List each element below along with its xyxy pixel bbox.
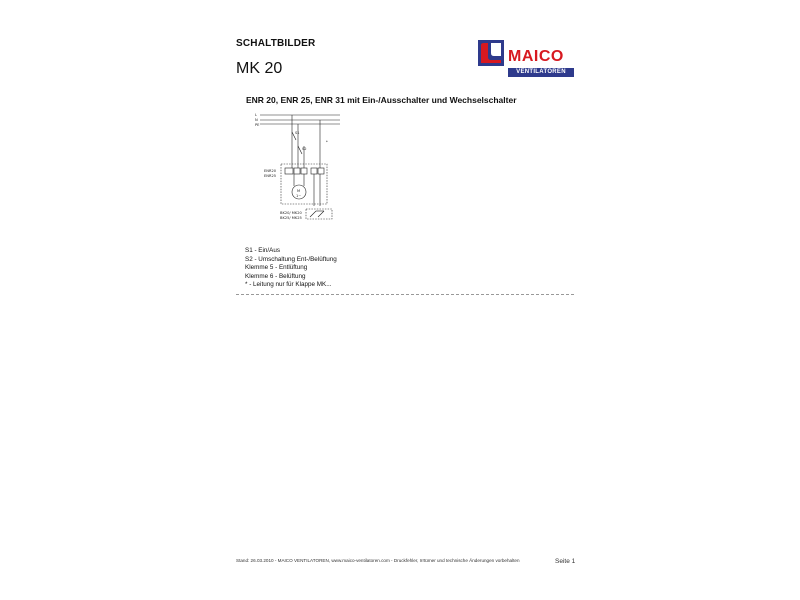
label-motor-phase: 1~: [296, 194, 302, 198]
legend-item: * - Leitung nur für Klappe MK...: [245, 281, 332, 288]
brand-tagline: VENTILATOREN: [508, 68, 574, 77]
brand-name: MAICO: [508, 48, 564, 65]
label-damper-a: BK20/ MK20: [280, 211, 302, 215]
product-title: MK 20: [236, 60, 283, 77]
label-motor: M: [297, 189, 301, 193]
wiring-diagram: [254, 110, 344, 230]
legend-item: S1 - Ein/Aus: [245, 247, 280, 254]
footer-note: Stand: 26.03.2010 - MAICO VENTILATOREN, www.maico-ventilatoren.com - Druckfehler, Irrtümer und technische Änderungen vorbehalten: [236, 558, 520, 563]
label-s1: S1: [295, 131, 300, 135]
divider: [236, 294, 574, 295]
label-pe: PE: [255, 123, 260, 127]
label-l: L: [255, 113, 258, 117]
label-s2: S2: [302, 147, 307, 151]
label-n: N: [255, 118, 258, 122]
maico-emblem-icon: [478, 40, 504, 66]
legend-item: Klemme 6 - Belüftung: [245, 272, 306, 280]
label-damper-b: BK25/ MK25: [280, 216, 302, 220]
legend-item: S2 - Umschaltung Ent-/Belüftung: [245, 255, 337, 263]
label-model-b: ENR25: [264, 174, 277, 178]
legend-list: [245, 247, 337, 290]
label-model-a: ENR20: [264, 169, 277, 173]
page-number: Seite 1: [555, 558, 576, 565]
label-star: *: [326, 140, 328, 144]
legend-item: Klemme 5 - Entlüftung: [245, 264, 308, 271]
diagram-heading: ENR 20, ENR 25, ENR 31 mit Ein-/Ausschalter und Wechselschalter: [246, 95, 517, 105]
maico-logo: [478, 40, 574, 80]
section-label: SCHALTBILDER: [236, 38, 316, 49]
